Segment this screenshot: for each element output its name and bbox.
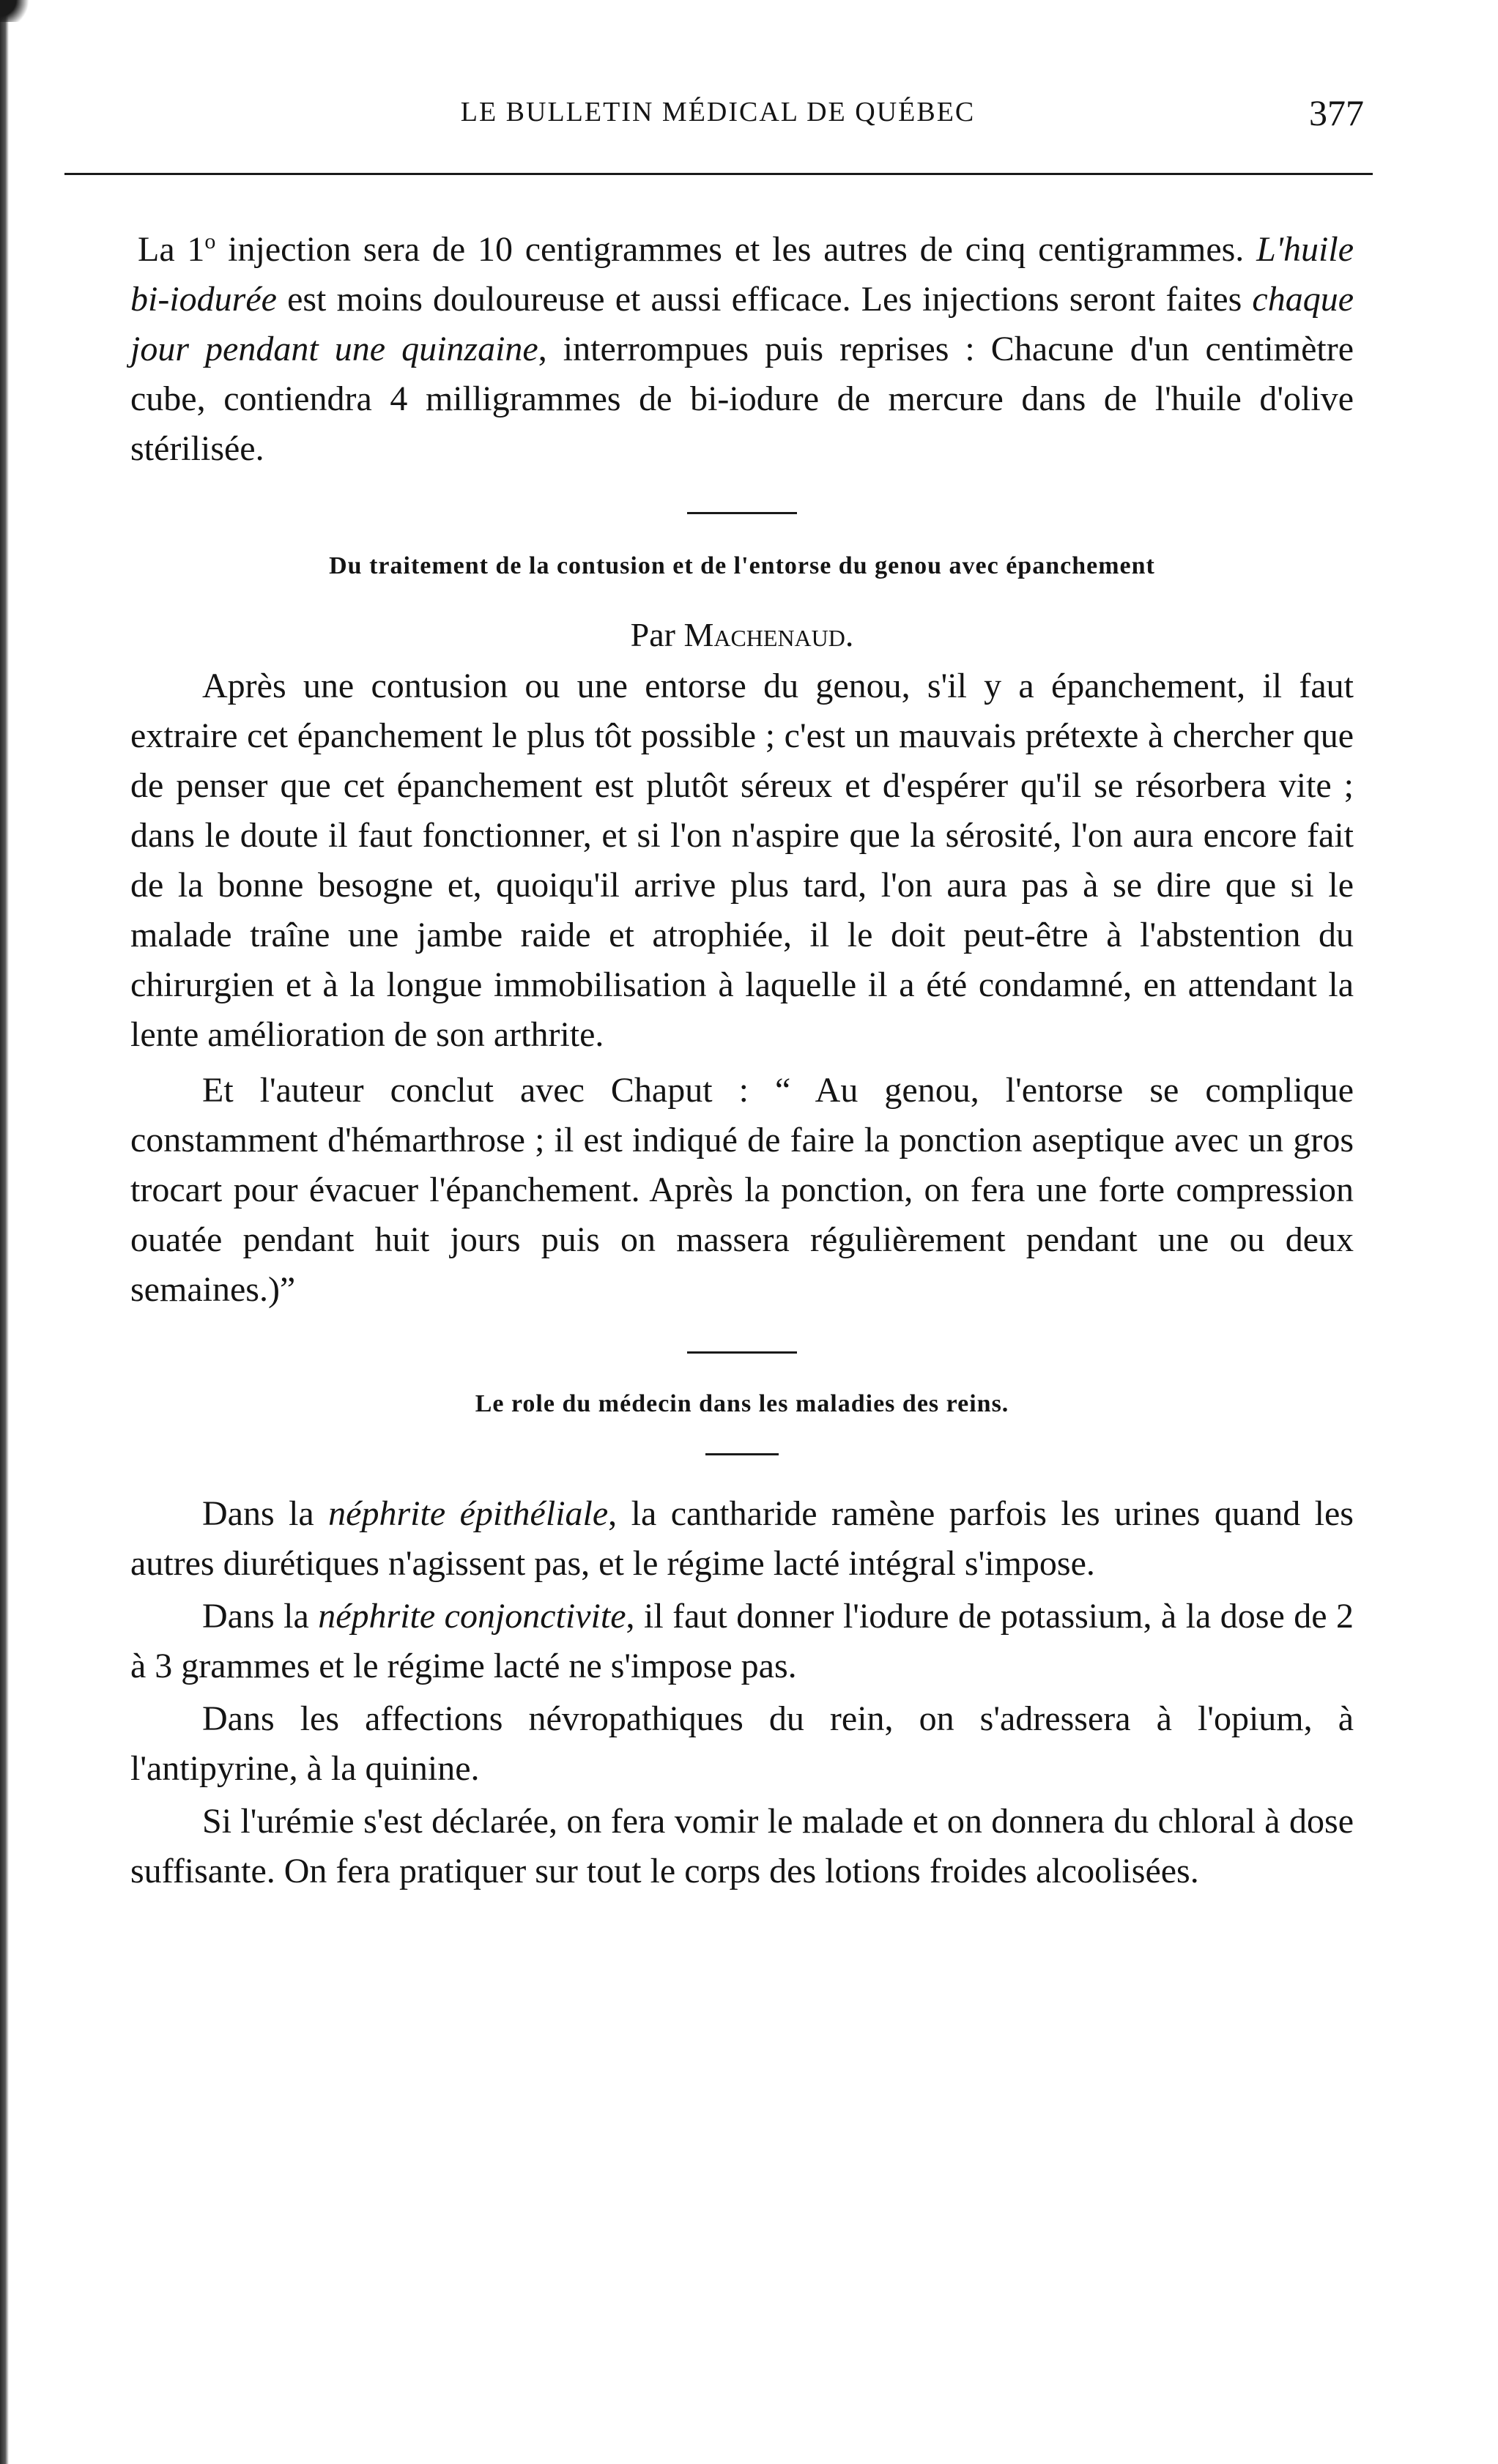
section-title-reins: Le role du médecin dans les maladies des reins. xyxy=(475,1390,1009,1417)
section-divider xyxy=(687,512,797,514)
paragraph-nevropathiques: Dans les affections névropathiques du rein, on s'adressera à l'opium, à l'antipyrine, à la quinine. xyxy=(130,1699,1354,1788)
text-run: , interrompues puis reprises : Chacune d'un centimètre cube, contiendra 4 milligrammes de bi-iodure de mercure dans de l'huile d'olive stérilisée. xyxy=(130,330,1354,468)
italic-term: néphrite épithéliale xyxy=(328,1494,609,1533)
paragraph-injection xyxy=(130,217,1354,474)
ordinal-superscript: o xyxy=(204,229,216,253)
scan-corner-mark xyxy=(0,0,34,22)
italic-term: chaque jour pendant une quinzaine xyxy=(130,280,1354,368)
running-head: LE BULLETIN MÉDICAL DE QUÉBEC xyxy=(460,97,976,127)
paragraph-epanchement: Après une contusion ou une entorse du genou, s'il y a épanchement, il faut extraire cet épanchement le plus tôt possible ; c'est un mauvais prétexte à chercher que de penser que cet épanchement est plutôt séreux et d'espérer qu'il se résorbera vite ; dans le doute il faut fonctionner, et si l'on n'aspire que la sérosité, l'on aura encore fait de la bonne besogne et, quoiqu'il arrive plus tard, l'on aura pas à se dire que si le malade traîne une jambe raide et atrophiée, il le doit peut-être à l'abstention du chirurgien et à la longue immobilisation à laquelle il a été condamné, en attendant la lente amélioration de son arthrite. xyxy=(130,667,1354,1054)
text-run: , la cantharide ramène parfois les urines quand les autres diurétiques n'agissent pas, et le régime lacté intégral s'impose. xyxy=(130,1494,1354,1583)
section-title-genou: Du traitement de la contusion et de l'entorse du genou avec épanchement xyxy=(329,552,1155,579)
text-run: La 1 xyxy=(138,230,205,269)
page-header xyxy=(66,92,1370,136)
page-body xyxy=(130,217,1354,1896)
byline-author: Machenaud. xyxy=(683,616,854,653)
section-divider xyxy=(705,1453,779,1455)
italic-term: L'huile bi-iodurée xyxy=(130,230,1354,319)
italic-term: néphrite conjonctivite xyxy=(318,1597,626,1636)
text-run: injection sera de 10 centigrammes et les autres de cinq centigrammes. xyxy=(215,230,1257,269)
text-run: Dans la xyxy=(202,1597,319,1636)
section-divider xyxy=(687,1351,797,1354)
paragraph-chaput: Et l'auteur conclut avec Chaput : “ Au genou, l'entorse se complique constamment d'hémarthrose ; il est indiqué de faire la ponction aseptique avec un gros trocart pour évacuer l'épanchement. Après la ponction, on fera une forte compression ouatée pendant huit jours puis on massera régulièrement pendant une ou deux semaines.)” xyxy=(130,1071,1354,1309)
paragraph-uremie: Si l'urémie s'est déclarée, on fera vomir le malade et on donnera du chloral à dose suffisante. On fera pratiquer sur tout le corps des lotions froides alcoolisées. xyxy=(130,1802,1354,1890)
byline-prefix: Par xyxy=(630,616,684,653)
header-rule xyxy=(64,173,1373,175)
text-run: Dans la xyxy=(202,1494,329,1533)
byline xyxy=(130,615,1354,654)
paragraph-nephrite-epitheliale xyxy=(130,1489,1354,1589)
text-run: , il faut donner l'iodure de potassium, à la dose de 2 à 3 grammes et le régime lacté ne s'impose pas. xyxy=(130,1597,1354,1685)
text-run: est moins douloureuse et aussi efficace. Les injections seront faites xyxy=(276,280,1253,319)
paragraph-nephrite-conjonctivite xyxy=(130,1592,1354,1691)
page-number: 377 xyxy=(1309,92,1364,133)
page-binding-edge xyxy=(0,0,9,2464)
